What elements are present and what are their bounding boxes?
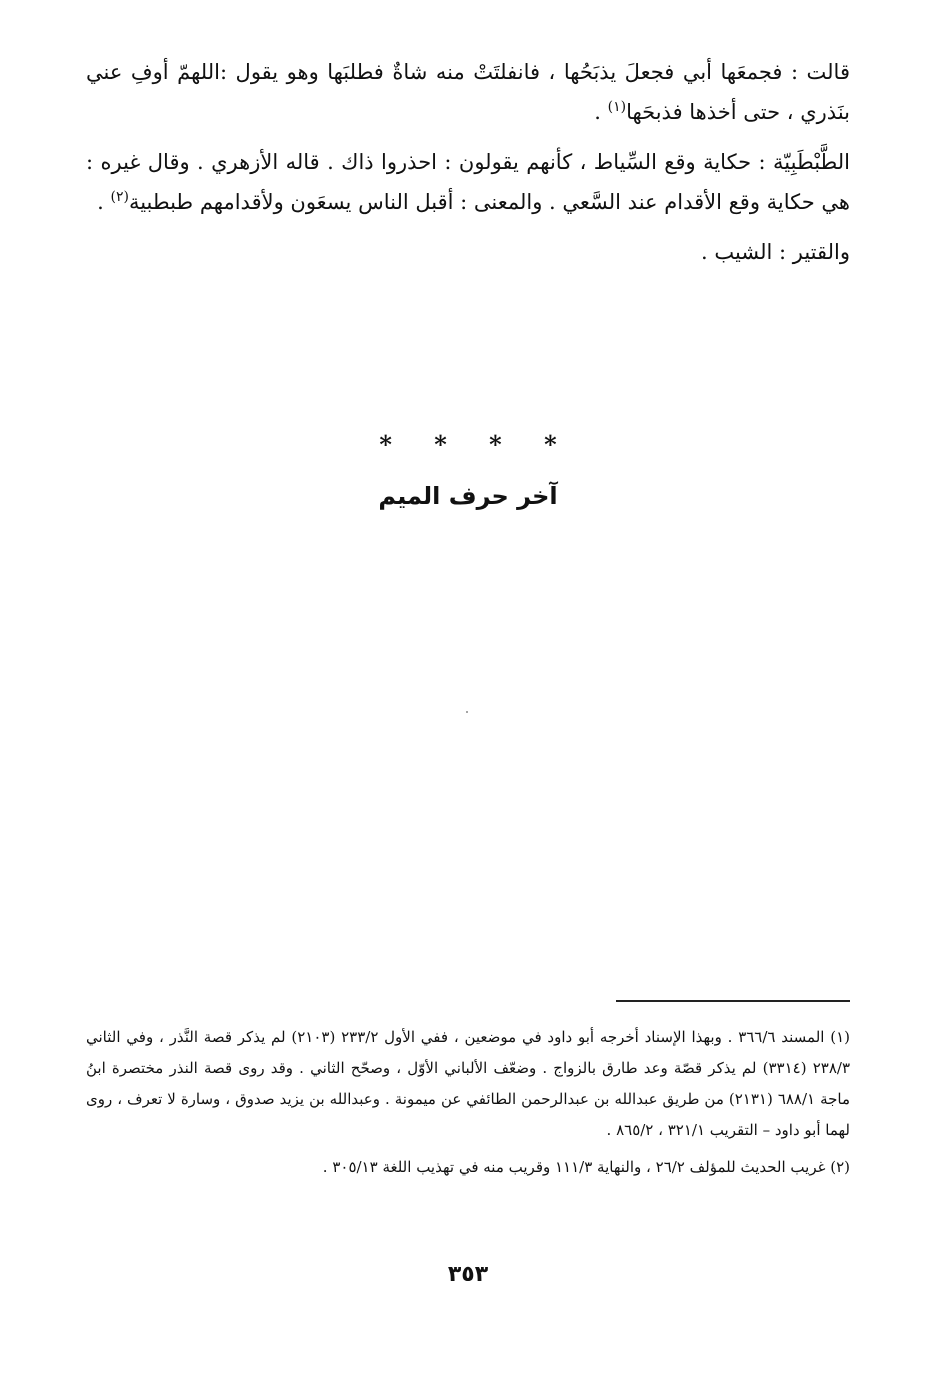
body-paragraph-1-tail: . (594, 100, 608, 124)
body-paragraph-1 (86, 52, 850, 132)
footnote-marker-2[interactable]: (٢) (110, 189, 129, 205)
separator-star: * (544, 430, 557, 459)
page-number: ٣٥٣ (447, 1262, 489, 1287)
body-paragraph-2 (86, 142, 850, 222)
footnote-2: (٢) غريب الحديث للمؤلف ٢٦/٢ ، والنهاية ١١١/٣ وقريب منه في تهذيب اللغة ٣٠٥/١٣ . (322, 1158, 850, 1176)
footnote-divider (616, 1000, 850, 1002)
body-paragraph-3-text: والقتير : الشيب . (701, 240, 850, 264)
section-separator (0, 430, 936, 459)
separator-star: * (434, 430, 447, 459)
main-text-block (86, 52, 850, 282)
footnote-marker-1[interactable]: (١) (607, 99, 627, 115)
body-paragraph-2-text: الطَّبْطَبِيّة : حكاية وقع السِّياط ، كأنهم يقولون : احذروا ذاك . قاله الأزهري . وقال غيره : هي حكاية وقع الأقدام عند السَّعي . والمعنى : أقبل الناس يسعَون ولأقدامهم طبطبية (86, 150, 850, 214)
footnotes-block (86, 1022, 850, 1189)
body-paragraph-1-text: قالت : فجمعَها أبي فجعلَ يذبَحُها ، فانفلتَتْ منه شاةٌ فطلبَها وهو يقول :اللهمّ أوفِ عني بنَذري ، حتى أخذها فذبحَها (86, 60, 850, 124)
separator-star: * (489, 430, 502, 459)
body-paragraph-2-tail: . (97, 190, 111, 214)
print-speck (466, 711, 468, 713)
footnote-1: (١) المسند ٣٦٦/٦ . وبهذا الإسناد أخرجه أبو داود في موضعين ، ففي الأول ٢٣٣/٢ (٢١٠٣) لم يذكر قصة النَّذر ، وفي الثاني ٢٣٨/٣ (٣٣١٤) لم يذكر قصّة وعد طارق بالزواج . وضعّف الألباني الأوّل ، وصحّح الثاني . وقد روى قصة النذر مختصرة ابنُ ماجة ٦٨٨/١ (٢١٣١) من طريق عبدالله بن عبدالرحمن الطائفي عن ميمونة . وعبدالله بن يزيد صدوق ، وسارة لا تعرف ، روى لهما أبو داود – التقريب ٣٢١/١ ، ٨٦٥/٢ . (86, 1028, 851, 1139)
section-end-title: آخر حرف الميم (378, 482, 558, 510)
body-paragraph-3 (86, 232, 850, 272)
separator-star: * (379, 430, 392, 459)
